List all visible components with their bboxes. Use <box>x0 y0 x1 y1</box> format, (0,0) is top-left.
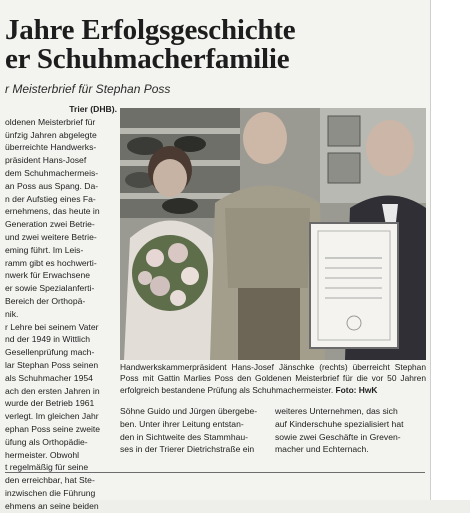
text-line: den erreichbar, hat Ste- <box>5 475 95 486</box>
headline-line-1: Jahre Erfolgsgeschichte <box>5 14 296 46</box>
text-line: macher und Echternach. <box>275 444 369 455</box>
text-line: r Lehre bei seinem Vater <box>5 321 99 332</box>
text-line: hermeister. Obwohl <box>5 449 80 460</box>
headline-line-2: er Schuhmacherfamilie <box>5 43 290 75</box>
text-line: präsident Hans-Josef <box>5 155 87 166</box>
text-line: Söhne Guido und Jürgen übergebe- <box>120 406 258 416</box>
article-column-1 <box>5 103 117 513</box>
text-line: nwerk für Erwachsene <box>5 270 91 281</box>
photo-illustration <box>120 108 426 360</box>
text-line: oldenen Meisterbrief für <box>5 116 96 127</box>
text-line: wurde der Betrieb 1961 <box>5 398 95 409</box>
subheadline: r Meisterbrief für Stephan Poss <box>5 82 171 96</box>
text-line: ses in der Trierer Dietrichstraße ein <box>120 444 255 455</box>
article-photo <box>120 108 426 360</box>
text-line: ehmens an seine beiden <box>5 500 99 511</box>
photo-caption-text: Handwerkskammerpräsident Hans-Josef Jänschke (rechts) überreicht Stephan Poss mit Gattin Marlies Poss den Goldenen Meisterbrief für die vor 50 Jahren erfolgreich bestandene Prüfung als Schuhmachermeister. <box>120 362 426 395</box>
text-line: auf Kinderschuhe spezialisiert hat <box>275 418 404 429</box>
text-line: als Schuhmacher 1954 <box>5 372 93 383</box>
text-line: den in Sichtweite des Stammhau- <box>120 431 249 442</box>
text-line: verlegt. Im gleichen Jahr <box>5 411 99 422</box>
text-line: eming führt. Im Leis- <box>5 244 84 255</box>
text-line: t regelmäßig für seine <box>5 462 89 473</box>
text-line: ben. Unter ihrer Leitung entstan- <box>120 418 244 429</box>
text-line: ünfzig Jahren abgelegte <box>5 129 97 140</box>
text-line: er sowie Spezialanferti- <box>5 283 95 294</box>
photo-credit: Foto: HwK <box>335 384 378 395</box>
text-line: ramm gibt es hochwerti- <box>5 257 97 268</box>
text-line: nd der 1949 in Wittlich <box>5 334 91 345</box>
divider-rule <box>5 472 425 473</box>
text-line: und zwei weitere Betrie- <box>5 231 97 242</box>
dateline: Trier (DHB). <box>69 104 117 114</box>
text-line: nik. <box>5 308 19 319</box>
text-line: überreichte Handwerks- <box>5 142 97 153</box>
text-line: sowie zwei Geschäfte in Greven- <box>275 431 401 442</box>
article-column-3 <box>275 405 404 456</box>
text-line: Gesellenprüfung mach- <box>5 347 95 358</box>
text-line: inzwischen die Führung <box>5 487 96 498</box>
text-line: ernehmens, das heute in <box>5 206 100 217</box>
text-line: dem Schuhmachermeis- <box>5 167 99 178</box>
text-line: Generation zwei Betrie- <box>5 219 95 230</box>
text-line: ephan Poss seine zweite <box>5 423 101 434</box>
text-line: ach den ersten Jahren in <box>5 385 100 396</box>
article-column-2 <box>120 405 258 456</box>
text-line: an Poss aus Spang. Da- <box>5 180 99 191</box>
text-line: Bereich der Orthopä- <box>5 295 86 306</box>
text-line: lar Stephan Poss seinen <box>5 359 99 370</box>
text-line: üfung als Orthopädie- <box>5 436 88 447</box>
text-line: n der Aufstieg eines Fa- <box>5 193 96 204</box>
column-1-body <box>5 116 117 513</box>
text-line: weiteres Unternehmen, das sich <box>275 406 398 416</box>
photo-caption <box>120 362 426 396</box>
scan-margin <box>430 0 470 500</box>
